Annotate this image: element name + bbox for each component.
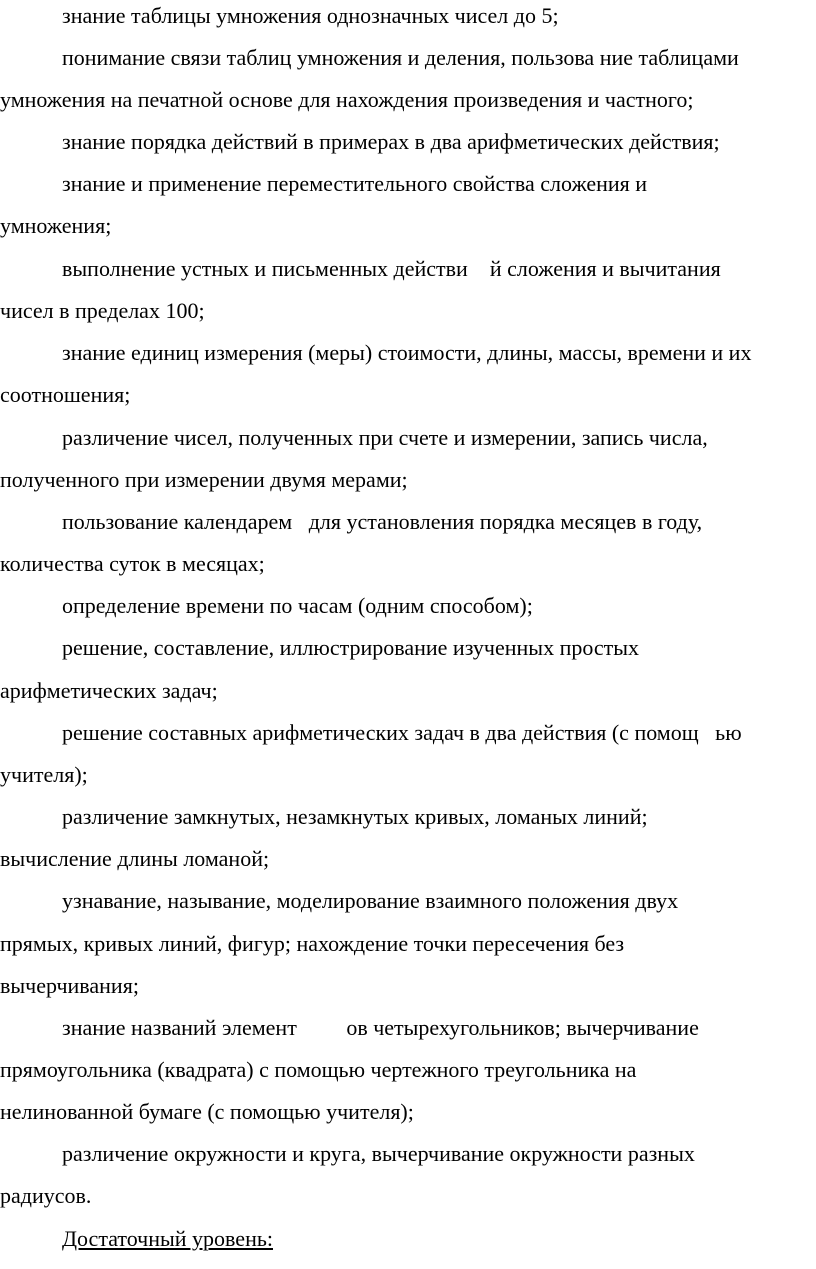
list-item-line: радиусов. <box>0 1183 92 1208</box>
list-item-line: количества суток в месяцах; <box>0 551 265 576</box>
list-item-line: различение чисел, полученных при счете и измерении, запись числа, <box>62 425 708 450</box>
list-item-line: вычисление длины ломаной; <box>0 846 270 871</box>
list-item-line: вычерчивания; <box>0 973 139 998</box>
list-item-line: знание названий элемент ов четырехугольников; вычерчивание <box>62 1015 699 1040</box>
list-item-line: знание единиц измерения (меры) стоимости, длины, массы, времени и их <box>62 340 752 365</box>
list-item-line: решение составных арифметических задач в два действия (с помощ ью <box>62 720 742 745</box>
list-item-line: знание и применение переместительного свойства сложения и <box>62 171 648 196</box>
list-item-line: умножения на печатной основе для нахождения произведения и частного; <box>0 87 694 112</box>
list-item-line: определение времени по часам (одним способом); <box>62 593 533 618</box>
list-item-line: умножения; <box>0 213 112 238</box>
list-item-line: прямоугольника (квадрата) с помощью чертежного треугольника на <box>0 1057 637 1082</box>
list-item-line: различение окружности и круга, вычерчивание окружности разных <box>62 1141 695 1166</box>
section-heading: Достаточный уровень: <box>62 1226 273 1251</box>
list-item-line: прямых, кривых линий, фигур; нахождение точки пересечения без <box>0 931 625 956</box>
list-item-line: различение замкнутых, незамкнутых кривых, ломаных линий; <box>62 804 648 829</box>
list-item-line: нелинованной бумаге (с помощью учителя); <box>0 1099 414 1124</box>
list-item-line: чисел в пределах 100; <box>0 298 205 323</box>
list-item-line: понимание связи таблиц умножения и деления, пользова ние таблицами <box>62 45 739 70</box>
list-item-line: узнавание, называние, моделирование взаимного положения двух <box>62 888 679 913</box>
list-item-line: пользование календарем для установления порядка месяцев в году, <box>62 509 703 534</box>
list-item-line: решение, составление, иллюстрирование изученных простых <box>62 635 640 660</box>
list-item-line: знание порядка действий в примерах в два арифметических действия; <box>62 129 720 154</box>
list-item-line: выполнение устных и письменных действи й сложения и вычитания <box>62 256 721 281</box>
list-item-line: знание таблицы умножения однозначных чисел до 5; <box>62 3 559 28</box>
list-item-line: учителя); <box>0 762 88 787</box>
list-item-line: полученного при измерении двумя мерами; <box>0 467 408 492</box>
list-item-line: арифметических задач; <box>0 678 218 703</box>
list-item-line: соотношения; <box>0 382 131 407</box>
